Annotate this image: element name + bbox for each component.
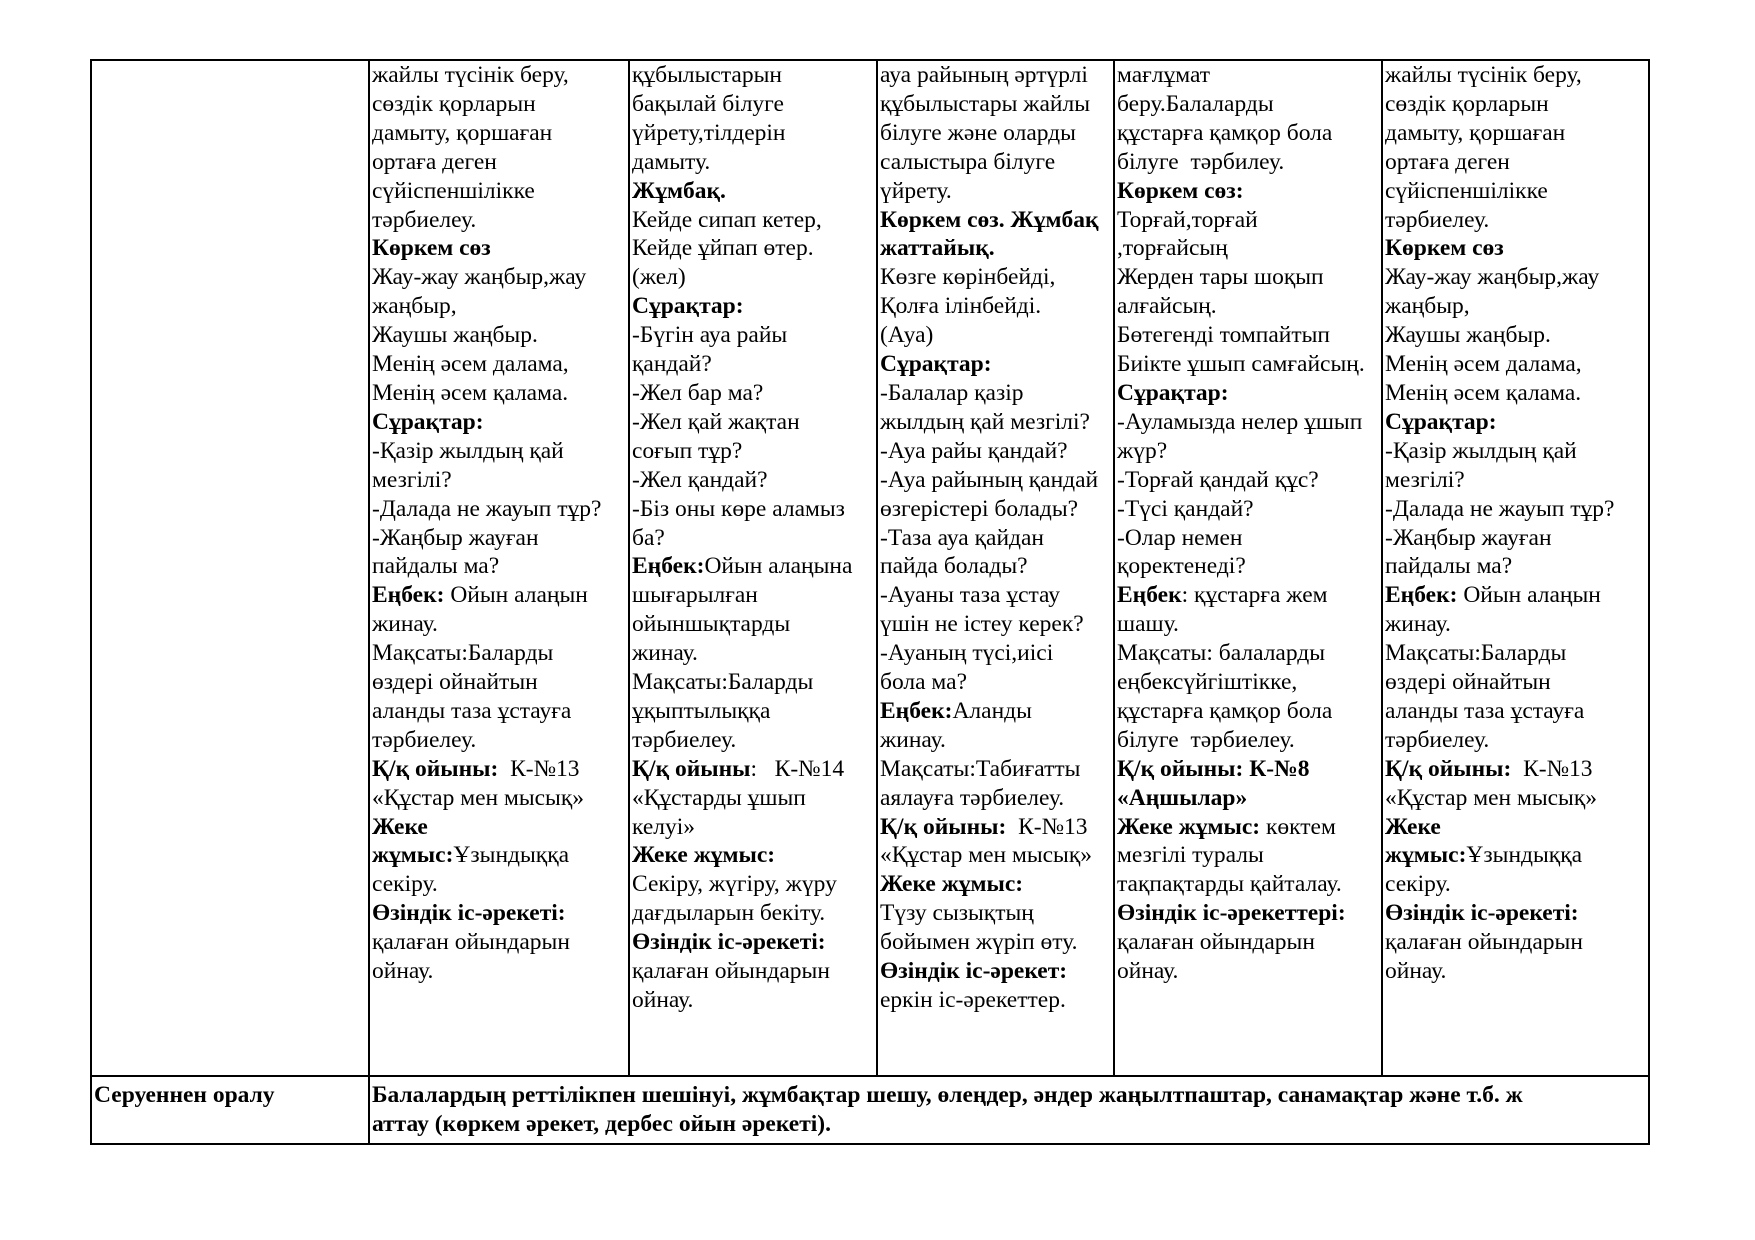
line-text: Ұзындыққа — [453, 842, 570, 869]
text-line: Көркем сөз — [372, 235, 491, 262]
text-line — [372, 755, 626, 784]
return-description-line-1: Балалардың реттілікпен шешінуі, жұмбақтар шешу, өлеңдер, әндер жаңылтпаштар, санамақтар және т.б. ж — [372, 1082, 1523, 1108]
text-line: Қолға ілінбейді. — [880, 293, 1042, 320]
bold-label: Қ/қ ойыны: — [1385, 755, 1512, 782]
text-line: мағлұмат — [1117, 62, 1211, 88]
text-line: Жеке жұмыс: — [632, 842, 776, 869]
bold-label: Қ/қ ойыны: — [372, 755, 499, 782]
text-line — [880, 697, 1111, 726]
text-line: білуге және оларды — [880, 119, 1076, 146]
text-line: жүр? — [1117, 437, 1168, 464]
text-line: қалаған ойындарын — [1385, 929, 1583, 956]
text-line: -Далада не жауып тұр? — [372, 495, 602, 522]
text-line: ойнау. — [372, 958, 434, 985]
text-line: бойымен жүріп өту. — [880, 929, 1078, 956]
text-line: Жаушы жаңбыр. — [1385, 322, 1551, 349]
text-line: жайлы түсінік беру, — [372, 62, 569, 88]
text-line: Мақсаты:Баларды — [1385, 640, 1567, 667]
text-line: дамыту. — [632, 148, 711, 175]
text-line: Менің әсем қалама. — [1385, 379, 1582, 406]
text-line: Жаушы жаңбыр. — [372, 322, 538, 349]
text-line: Өзіндік іс-әрекеті: — [372, 900, 566, 927]
line-text: : құстарға жем — [1181, 582, 1328, 609]
text-line: -Балалар қазір — [880, 379, 1024, 406]
text-line: Менің әсем қалама. — [372, 379, 569, 406]
text-line — [1385, 581, 1646, 610]
text-line: еңбексүйгіштікке, — [1117, 669, 1298, 696]
text-line: Сұрақтар: — [372, 408, 484, 435]
text-line: сүйіспеншілікке — [1385, 177, 1548, 204]
bold-label: Еңбек: — [632, 553, 705, 580]
text-line: тәрбиелеу. — [1385, 206, 1490, 233]
text-line: -Қазір жылдың қай — [372, 437, 564, 464]
text-line: шығарылған — [632, 582, 758, 609]
row-label-return-from-walk: Серуеннен оралу — [91, 1076, 369, 1144]
text-line: жаттайық. — [880, 235, 995, 262]
text-line: -Ауа райы қандай? — [880, 437, 1068, 464]
bold-label: Қ/қ ойыны — [632, 755, 751, 782]
schedule-table — [90, 59, 1650, 1145]
text-line: «Құстар мен мысық» — [372, 784, 585, 811]
text-line: «Құстарды ұшып — [632, 784, 806, 811]
text-line: ойнау. — [632, 987, 694, 1013]
text-line: шашу. — [1117, 611, 1179, 638]
text-line: Жұмбақ. — [632, 177, 726, 204]
return-description-line-2: аттау (көркем әрекет, дербес ойын әрекеті). — [372, 1110, 831, 1137]
text-line: Жеке — [1385, 813, 1441, 840]
text-line: Кейде сипап кетер, — [632, 206, 822, 233]
text-line — [1117, 813, 1379, 842]
text-line: Сұрақтар: — [1385, 408, 1497, 435]
line-text: Аланды — [952, 697, 1032, 724]
text-line: ,торғайсың — [1117, 235, 1228, 262]
text-line: секіру. — [372, 871, 438, 898]
text-line: -Жел бар ма? — [632, 379, 764, 406]
text-line: тәрбиелеу. — [632, 726, 737, 753]
text-line: -Далада не жауып тұр? — [1385, 495, 1615, 522]
day-cell-2-text — [632, 61, 874, 1015]
text-line: Жеке — [372, 813, 428, 840]
text-line: еркін іс-әрекеттер. — [880, 987, 1066, 1013]
row-label-cell-empty — [91, 60, 369, 1076]
text-line: Менің әсем далама, — [372, 351, 569, 378]
text-line: ортаға деген — [1385, 148, 1510, 175]
text-line: аялауға тәрбиелеу. — [880, 784, 1065, 811]
text-line: жылдың қай мезгілі? — [880, 408, 1090, 435]
text-line: секіру. — [1385, 871, 1451, 898]
bold-label: Жеке жұмыс: — [1117, 813, 1261, 840]
text-line: Көркем сөз: — [1117, 177, 1244, 204]
text-line — [1117, 581, 1379, 610]
bold-label: Қ/қ ойыны: — [880, 813, 1007, 840]
day-cell-5 — [1382, 60, 1649, 1076]
text-line: мезгілі? — [372, 466, 452, 493]
text-line: ойнау. — [1117, 958, 1179, 985]
text-line: -Олар немен — [1117, 524, 1243, 551]
text-line: беру.Балаларды — [1117, 90, 1274, 117]
day-cell-5-text — [1385, 61, 1646, 986]
text-line: жинау. — [880, 726, 946, 753]
line-text: К-№13 — [1006, 813, 1088, 840]
text-line: ұқыптылыққа — [632, 697, 771, 724]
text-line: -Біз оны көре аламыз — [632, 495, 845, 522]
text-line: үшін не істеу керек? — [880, 611, 1084, 638]
text-line: өзгерістері болады? — [880, 495, 1079, 522]
text-line: Жеке жұмыс: — [880, 871, 1024, 898]
text-line — [372, 581, 626, 610]
text-line: Менің әсем далама, — [1385, 351, 1582, 378]
text-line: келуі» — [632, 813, 696, 840]
text-line: тәрбиелеу. — [372, 206, 477, 233]
day-cell-3 — [877, 60, 1114, 1076]
text-line: «Құстар мен мысық» — [1385, 784, 1598, 811]
day-cell-4-text — [1117, 61, 1379, 986]
day-cell-1-text — [372, 61, 626, 986]
text-line: Жау-жау жаңбыр,жау — [372, 264, 587, 291]
text-line: өздері ойнайтын — [1385, 669, 1551, 696]
text-line: Өзіндік іс-әрекет: — [880, 958, 1068, 985]
line-text: К-№13 — [498, 755, 580, 782]
text-line: Өзіндік іс-әрекеті: — [632, 929, 826, 956]
text-line — [632, 755, 874, 784]
text-line: -Ауаны таза ұстау — [880, 582, 1061, 609]
text-line: -Жел қай жақтан — [632, 408, 800, 435]
text-line: Торғай,торғай — [1117, 206, 1258, 233]
line-text: : К-№14 — [750, 755, 845, 782]
text-line: бола ма? — [880, 669, 968, 696]
text-line: аланды таза ұстауға — [1385, 697, 1585, 724]
text-line: пайдалы ма? — [372, 553, 500, 580]
text-line: жаңбыр, — [372, 293, 457, 320]
text-line: қоректенеді? — [1117, 553, 1246, 580]
bold-label: Еңбек — [1117, 582, 1182, 609]
text-line: мезгілі туралы — [1117, 842, 1264, 869]
text-line: -Ауаның түсі,иісі — [880, 640, 1054, 667]
text-line: мезгілі? — [1385, 466, 1465, 493]
bold-label: Еңбек: — [880, 697, 953, 724]
text-line: «Құстар мен мысық» — [880, 842, 1093, 869]
text-line: -Жаңбыр жауған — [372, 524, 539, 551]
text-line: (Ауа) — [880, 322, 934, 349]
table-row-return-from-walk — [91, 1076, 1649, 1144]
text-line: -Торғай қандай құс? — [1117, 466, 1319, 493]
text-line: -Қазір жылдың қай — [1385, 437, 1577, 464]
text-line: -Жаңбыр жауған — [1385, 524, 1552, 551]
text-line: сүйіспеншілікке — [372, 177, 535, 204]
text-line: (жел) — [632, 264, 686, 291]
text-line: Сұрақтар: — [1117, 379, 1229, 406]
text-line: Секіру, жүгіру, жүру — [632, 871, 837, 898]
text-line: құстарға қамқор бола — [1117, 697, 1333, 724]
text-line — [632, 552, 874, 581]
text-line: жайлы түсінік беру, — [1385, 62, 1582, 88]
text-line: Өзіндік іс-әрекеті: — [1385, 900, 1579, 927]
text-line: Мақсаты:Баларды — [632, 669, 814, 696]
text-line: аланды таза ұстауға — [372, 697, 572, 724]
text-line: сөздік қорларын — [1385, 90, 1549, 117]
day-cell-1 — [369, 60, 629, 1076]
text-line: Мақсаты: балаларды — [1117, 640, 1326, 667]
text-line: Жау-жау жаңбыр,жау — [1385, 264, 1600, 291]
text-line: тәрбиелеу. — [372, 726, 477, 753]
text-line: соғып тұр? — [632, 437, 743, 464]
text-line: жаңбыр, — [1385, 293, 1470, 320]
text-line: ойыншықтарды — [632, 611, 791, 638]
text-line: үйрету. — [880, 177, 952, 204]
text-line: ойнау. — [1385, 958, 1447, 985]
text-line: Мақсаты:Табиғатты — [880, 755, 1081, 782]
text-line: Мақсаты:Баларды — [372, 640, 554, 667]
text-line: қалаған ойындарын — [1117, 929, 1315, 956]
line-text: К-№13 — [1511, 755, 1593, 782]
text-line: ба? — [632, 524, 665, 551]
text-line: тақпақтарды қайталау. — [1117, 871, 1342, 898]
text-line: -Ауа райының қандай — [880, 466, 1099, 493]
day-cell-2 — [629, 60, 877, 1076]
text-line: алғайсың. — [1117, 293, 1217, 320]
bold-label: Еңбек: — [1385, 582, 1458, 609]
text-line — [1385, 841, 1646, 870]
text-line: -Түсі қандай? — [1117, 495, 1254, 522]
line-text: Ойын алаңына — [704, 553, 853, 580]
text-line — [372, 841, 626, 870]
text-line: Биікте ұшып самғайсың. — [1117, 351, 1365, 378]
bold-label: жұмыс: — [372, 842, 454, 869]
text-line: білуге тәрбилеу. — [1117, 148, 1285, 175]
line-text: Ойын алаңын — [444, 582, 588, 609]
text-line: сөздік қорларын — [372, 90, 536, 117]
line-text: Ойын алаңын — [1457, 582, 1601, 609]
text-line: үйрету,тілдерін — [632, 119, 786, 146]
table-row-activities — [91, 60, 1649, 1076]
bold-label: Еңбек: — [372, 582, 445, 609]
text-line: Өзіндік іс-әрекеттері: — [1117, 900, 1346, 927]
text-line: жинау. — [1385, 611, 1451, 638]
text-line: құстарға қамқор бола — [1117, 119, 1333, 146]
text-line: Бөтегенді томпайтып — [1117, 322, 1330, 349]
text-line: пайда болады? — [880, 553, 1028, 580]
text-line: Кейде ұйпап өтер. — [632, 235, 814, 262]
text-line: қалаған ойындарын — [372, 929, 570, 956]
text-line: Жерден тары шоқып — [1117, 264, 1324, 291]
text-line: -Ауламызда нелер ұшып — [1117, 408, 1363, 435]
text-line: Көзге көрінбейді, — [880, 264, 1056, 291]
text-line: ортаға деген — [372, 148, 497, 175]
day-cell-3-text — [880, 61, 1111, 1015]
text-line: ауа райының әртүрлі — [880, 62, 1088, 88]
text-line — [880, 813, 1111, 842]
text-line: құбылыстарын — [632, 62, 782, 88]
text-line: Көркем сөз — [1385, 235, 1504, 262]
text-line: салыстыра білуге — [880, 148, 1056, 175]
text-line: тәрбиелеу. — [1385, 726, 1490, 753]
text-line: -Жел қандай? — [632, 466, 768, 493]
return-from-walk-description — [369, 1076, 1649, 1144]
day-cell-4 — [1114, 60, 1382, 1076]
text-line: «Аңшылар» — [1117, 784, 1248, 811]
text-line: Түзу сызықтың — [880, 900, 1034, 927]
text-line: қандай? — [632, 351, 712, 378]
text-line: дамыту, қоршаған — [1385, 119, 1566, 146]
text-line: жинау. — [632, 640, 698, 667]
line-text: көктем — [1260, 813, 1336, 840]
text-line: бақылай білуге — [632, 90, 784, 117]
text-line: жинау. — [372, 611, 438, 638]
text-line — [1385, 755, 1646, 784]
text-line: Көркем сөз. Жұмбақ — [880, 206, 1099, 233]
bold-label: жұмыс: — [1385, 842, 1467, 869]
text-line: Қ/қ ойыны: К-№8 — [1117, 755, 1310, 782]
text-line: дамыту, қоршаған — [372, 119, 553, 146]
text-line: өздері ойнайтын — [372, 669, 538, 696]
text-line: -Таза ауа қайдан — [880, 524, 1044, 551]
text-line: дағдыларын бекіту. — [632, 900, 826, 927]
line-text: Ұзындыққа — [1466, 842, 1583, 869]
text-line: құбылыстары жайлы — [880, 90, 1091, 117]
text-line: қалаған ойындарын — [632, 958, 830, 985]
text-line: пайдалы ма? — [1385, 553, 1513, 580]
text-line: Сұрақтар: — [632, 293, 744, 320]
text-line: Сұрақтар: — [880, 351, 992, 378]
text-line: -Бүгін ауа райы — [632, 322, 788, 349]
text-line: білуге тәрбиелеу. — [1117, 726, 1295, 753]
